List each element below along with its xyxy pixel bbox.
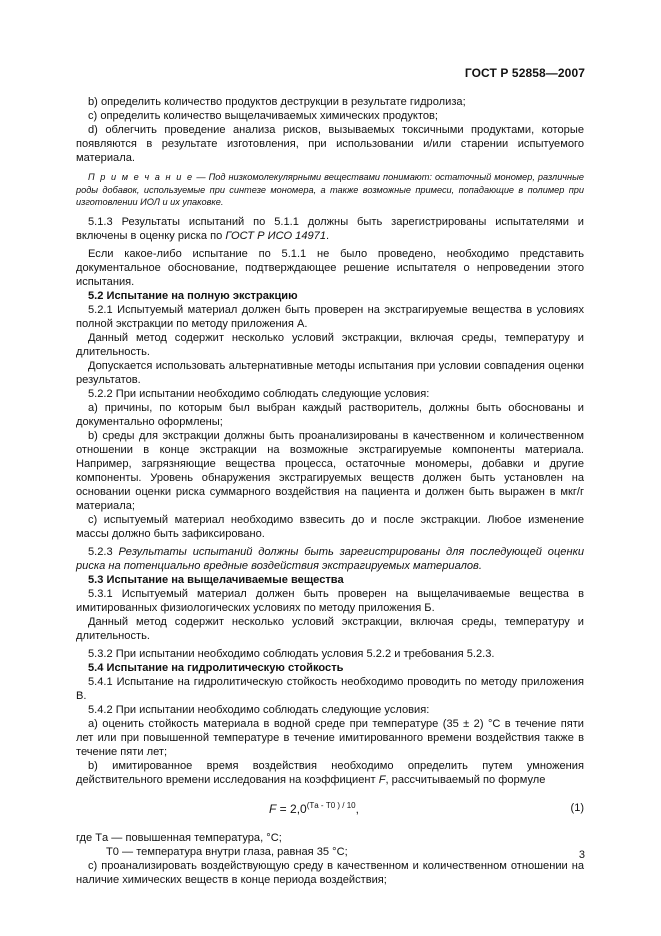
formula-block <box>76 791 584 825</box>
section-heading-5-3: 5.3 Испытание на выщелачиваемые вещества <box>88 573 344 586</box>
note-paragraph <box>76 171 584 209</box>
equation-number: (1) <box>570 801 584 814</box>
section-heading-5-2: 5.2 Испытание на полную экстракцию <box>88 289 298 302</box>
page-number: 3 <box>578 849 585 861</box>
note-label: П р и м е ч а н и е <box>88 172 194 182</box>
paragraph-5-2-1-method: Данный метод содержит несколько условий экстракции, включая среды, температуру и длительность. <box>76 331 584 358</box>
paragraph-5-3-1-method: Данный метод содержит несколько условий экстракции, включая среды, температуру и длительность. <box>76 615 584 642</box>
list-item-5-2-2-b: b) среды для экстракции должны быть проанализированы в качественном и количественном отношении в конце экстракции на возможные экстрагируемые компоненты материала. Например, загрязняющие вещества процесса, остаточные мономеры, добавки и другие компоненты. Уровень обнаружения экстрагируемых веществ должен быть установлен на основании оценки риска суммарного воздействия на пациента и должен быть выражен в мкг/г материала; <box>76 429 584 512</box>
paragraph-5-2-2: 5.2.2 При испытании необходимо соблюдать следующие условия: <box>88 387 430 400</box>
paragraph-5-2-1: 5.2.1 Испытуемый материал должен быть проверен на экстрагируемые вещества в условиях полной экстракции по методу приложения А. <box>76 303 584 330</box>
paragraph-5-1-3-end: . <box>326 229 330 242</box>
standard-reference-link: ГОСТ Р ИСО 14971 <box>225 229 327 242</box>
paragraph-5-2-3-number: 5.2.3 <box>88 545 119 558</box>
formula-base: = 2,0 <box>276 801 307 816</box>
list-item-5-2-2-c: c) испытуемый материал необходимо взвесить до и после экстракции. Любое изменение массы должно быть зафиксировано. <box>76 513 584 540</box>
paragraph-5-1-3-continued: Если какое-либо испытание по 5.1.1 не было проведено, необходимо представить документальное обоснование, подтверждающее решение испытателя о непроведении этого испытания. <box>76 247 584 288</box>
list-item-b: b) определить количество продуктов деструкции в результате гидролиза; <box>88 96 466 108</box>
paragraph-5-2-3 <box>76 545 584 573</box>
paragraph-5-3-2: 5.3.2 При испытании необходимо соблюдать условия 5.2.2 и требования 5.2.3. <box>88 647 495 660</box>
document-id-header: ГОСТ Р 52858—2007 <box>464 66 585 80</box>
list-item-5-4-2-b-text: b) имитированное время воздействия необходимо определить путем умножения действительного времени исследования на коэффициент <box>76 759 584 786</box>
paragraph-5-1-3-text: 5.1.3 Результаты испытаний по 5.1.1 должны быть зарегистрированы испытателями и включены в оценку риска по <box>76 215 584 242</box>
note-text: — Под низкомолекулярными веществами понимают: остаточный мономер, различные роды добавок, используемые при синтезе мономера, а также возможные примеси, попадающие в полимер при изготовлении ИОЛ и их упаковке. <box>76 172 584 207</box>
list-item-5-4-2-c: c) проанализировать воздействующую среду в качественном и количественном отношении на наличие химических веществ в конце периода воздействия; <box>76 859 584 886</box>
list-item-5-4-2-a: а) оценить стойкость материала в водной среде при температуре (35 ± 2) °С в течение пяти лет или при повышенной температуре в течение имитированного времени воздействия также в течение пяти лет; <box>76 717 584 758</box>
definition-t0: T0 — температура внутри глаза, равная 35 °С; <box>106 845 348 858</box>
formula-exponent: (Tа - T0 ) / 10 <box>306 800 356 810</box>
page-body <box>76 95 584 887</box>
list-item-5-2-2-a: а) причины, по которым был выбран каждый растворитель, должны быть обоснованы и документально оформлены; <box>76 401 584 428</box>
list-item-5-4-2-b <box>76 759 584 787</box>
list-item-d: d) облегчить проведение анализа рисков, вызываемых токсичными продуктами, которые появляются в результате изготовления, при использовании и/или старении испытуемого материала. <box>76 124 584 164</box>
definition-ta: где Tа — повышенная температура, °С; <box>76 831 282 844</box>
paragraph-5-3-1: 5.3.1 Испытуемый материал должен быть проверен на выщелачиваемые вещества в имитированных физиологических условиях по методу приложения Б. <box>76 587 584 614</box>
formula <box>269 799 359 816</box>
paragraph-5-1-3 <box>76 215 584 243</box>
paragraph-5-2-3-text: Результаты испытаний должны быть зарегистрированы для последующей оценки риска на потенциально вредные воздействия экстрагируемых материалов. <box>76 545 584 572</box>
paragraph-5-4-2: 5.4.2 При испытании необходимо соблюдать следующие условия: <box>88 703 430 716</box>
section-heading-5-4: 5.4 Испытание на гидролитическую стойкость <box>88 661 344 674</box>
paragraph-5-2-1-alternative: Допускается использовать альтернативные методы испытания при условии совпадения оценки результатов. <box>76 359 584 386</box>
formula-lhs: F <box>269 801 277 816</box>
paragraph-5-4-1: 5.4.1 Испытание на гидролитическую стойкость необходимо проводить по методу приложения В. <box>76 675 584 702</box>
formula-end: , <box>355 801 359 816</box>
list-item-c: c) определить количество выщелачиваемых химических продуктов; <box>88 110 438 122</box>
list-item-5-4-2-b-end: , рассчитываемый по формуле <box>385 773 546 786</box>
coefficient-symbol: F <box>378 773 386 786</box>
